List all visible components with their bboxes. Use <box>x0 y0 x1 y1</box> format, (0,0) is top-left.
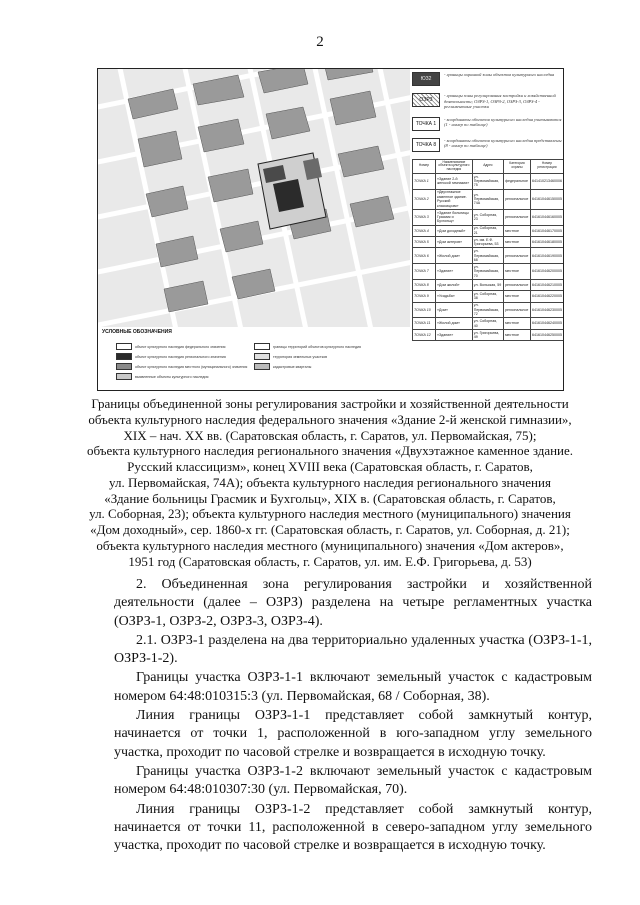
table-cell: «Усадьба» <box>436 291 473 302</box>
table-cell: «Здание больницы Грасмик и Бухгольц» <box>436 209 473 225</box>
table-row <box>413 209 564 225</box>
table-cell: федеральное <box>504 173 531 189</box>
table-header-cell: Адрес <box>472 159 503 173</box>
legend-item <box>412 138 564 152</box>
table-cell: «Жилой дом» <box>436 248 473 264</box>
table-cell: 641610446200005 <box>530 264 563 280</box>
bottom-legend-item <box>116 363 247 370</box>
body-paragraph: Линия границы ОЗРЗ-1-2 представляет собой замкнутый контур, начинается от точки 11, расположенной в северо-западном углу земельного участка, проходит по часовой стрелке и возвращается в исходную точку. <box>114 801 592 854</box>
table-cell: «Здание» <box>436 329 473 340</box>
caption-line: 1951 год (Саратовская область, г. Саратов, ул. им. Е.Ф. Григорьева, д. 53) <box>128 553 532 569</box>
table-cell: ул. Первомайская, 74А <box>472 189 503 209</box>
legend-text: - границы зоны регулирования застройки и хозяйственной деятельности; ОЗРЗ-1, ОЗРЗ-2, ОЗРЗ-3, ОЗРЗ-4 - регламентные участки <box>444 93 556 110</box>
table-cell: «Дом доходный» <box>436 225 473 236</box>
table-cell: 641610446190005 <box>530 248 563 264</box>
body-paragraph: Границы участка ОЗРЗ-1-1 включают земельный участок с кадастровым номером 64:48:010315:3 (ул. Первомайская, 68 / Соборная, 38). <box>114 670 592 704</box>
table-cell: 641410213460006 <box>530 173 563 189</box>
table-cell: ТОЧКА 9 <box>413 291 436 302</box>
table-cell: «Двухэтажное каменное здание. Русский классицизм» <box>436 189 473 209</box>
table-cell: ул. Первомайская, 68 <box>472 248 503 264</box>
table-cell: ул. Первомайская, 72 <box>472 302 503 318</box>
legend-text: - координаты объектов культурного наследия учитываются (1 - номер по таблице) <box>444 116 562 128</box>
map-side-panel <box>412 72 564 341</box>
table-cell: ТОЧКА 5 <box>413 237 436 248</box>
legend-swatch: ТОЧКА 1 <box>412 117 440 131</box>
bottom-legend-swatch <box>116 363 132 370</box>
legend-swatch: ЮЗ2 <box>412 72 440 86</box>
caption-line: ул. Первомайская, 74А); объекта культурного наследия регионального значения <box>109 474 551 490</box>
table-body <box>413 173 564 341</box>
bottom-legend-text: территория земельных участков <box>273 354 328 359</box>
table-row <box>413 225 564 236</box>
table-cell: ТОЧКА 6 <box>413 248 436 264</box>
table-cell: ТОЧКА 12 <box>413 329 436 340</box>
table-cell: «Здание» <box>436 264 473 280</box>
table-cell: ул. Соборная, 21 <box>472 225 503 236</box>
legend-item <box>412 93 564 110</box>
caption-line: XIX – нач. XX вв. (Саратовская область, г. Саратов, ул. Первомайская, 75); <box>123 427 537 443</box>
body-text <box>114 576 592 855</box>
legend-swatch: ОЗРЗ <box>412 93 440 107</box>
table-cell: ТОЧКА 11 <box>413 318 436 329</box>
bottom-legend-swatch <box>116 353 132 360</box>
bottom-legend-swatch <box>254 343 270 350</box>
table-cell: ул. Соборная, 38 <box>472 291 503 302</box>
table-cell: ТОЧКА 2 <box>413 189 436 209</box>
table-row <box>413 248 564 264</box>
bottom-legend-item <box>254 353 327 360</box>
table-cell: региональное <box>504 189 531 209</box>
legend-text: - координаты объектов культурного наследия представлены (8 - номер по таблице) <box>444 137 562 149</box>
bottom-legend-item <box>254 343 361 350</box>
bottom-legend-item <box>254 363 311 370</box>
table-cell: «Жилой дом» <box>436 318 473 329</box>
bottom-legend-item <box>116 353 226 360</box>
table-cell: «Дом актеров» <box>436 237 473 248</box>
table-cell: местное <box>504 329 531 340</box>
map-legend-title: УСЛОВНЫЕ ОБОЗНАЧЕНИЯ <box>102 329 172 335</box>
table-cell: 641610446160005 <box>530 209 563 225</box>
table-cell: ул. им. Е.Ф. Григорьева, 53 <box>472 237 503 248</box>
bottom-legend-text: объект культурного наследия регионального значения <box>135 354 226 359</box>
table-row <box>413 173 564 189</box>
table-cell: 641610446250005 <box>530 329 563 340</box>
city-block-map <box>98 69 410 327</box>
table-cell: региональное <box>504 302 531 318</box>
bottom-legend-swatch <box>254 353 270 360</box>
table-row <box>413 302 564 318</box>
caption-line: объекта культурного наследия регионального значения «Двухэтажное каменное здание. <box>86 443 574 459</box>
table-cell: 641610446220005 <box>530 291 563 302</box>
bottom-legend-swatch <box>116 373 132 380</box>
table-cell: ТОЧКА 1 <box>413 173 436 189</box>
bottom-legend-swatch <box>116 343 132 350</box>
table-cell: местное <box>504 225 531 236</box>
table-cell: местное <box>504 318 531 329</box>
table-header-cell: Номер <box>413 159 436 173</box>
table-row <box>413 237 564 248</box>
table-cell: ул. Соборная, 40 <box>472 318 503 329</box>
table-cell: 641610446240005 <box>530 318 563 329</box>
table-cell: местное <box>504 291 531 302</box>
table-cell: 641610446180005 <box>530 237 563 248</box>
heritage-zone <box>258 153 326 229</box>
bottom-legend-swatch <box>254 363 270 370</box>
legend-item <box>412 117 564 131</box>
table-row <box>413 291 564 302</box>
caption-line: объекта культурного наследия местного (муниципального) значения «Дом актеров», <box>96 537 564 553</box>
table-cell: региональное <box>504 280 531 291</box>
body-paragraph: 2.1. ОЗРЗ-1 разделена на два территориально удаленных участка (ОЗРЗ-1-1, ОЗРЗ-1-2). <box>114 632 592 667</box>
caption-line: Русский классицизм», конец XVIII века (Саратовская область, г. Саратов, <box>127 459 533 474</box>
bottom-legend-text: выявленные объекты культурного наследия <box>135 374 209 379</box>
bottom-legend-text: объект культурного наследия местного (муниципального) значения <box>135 364 248 369</box>
table-cell: ТОЧКА 4 <box>413 225 436 236</box>
body-paragraph: 2. Объединенная зона регулирования застройки и хозяйственной деятельности (далее – ОЗРЗ) разделена на четыре регламентных участка (ОЗРЗ-1, ОЗРЗ-2, ОЗРЗ-3, ОЗРЗ-4). <box>114 577 592 629</box>
table-cell: ул. Соборная, 23 <box>472 209 503 225</box>
table-cell: местное <box>504 264 531 280</box>
table-cell: ул. Вольская, 59 <box>472 280 503 291</box>
caption-line: ул. Соборная, 23); объекта культурного наследия местного (муниципального) значения <box>89 506 571 522</box>
map-bottom-legend <box>102 329 412 387</box>
table-cell: 641610446230005 <box>530 302 563 318</box>
map-legend-list <box>412 72 564 152</box>
legend-item <box>412 72 564 86</box>
table-cell: ул. Первомайская, 75 <box>472 173 503 189</box>
table-cell: 641610446170005 <box>530 225 563 236</box>
table-row <box>413 329 564 340</box>
bottom-legend-text: границы территорий объектов культурного наследия <box>273 344 361 349</box>
caption-line: объекта культурного наследия федерального значения «Здание 2-й женской гимназии», <box>88 411 572 427</box>
bottom-legend-item <box>116 373 208 380</box>
table-row <box>413 189 564 209</box>
bottom-legend-text: объект культурного наследия федерального значения <box>135 344 226 349</box>
table-row <box>413 264 564 280</box>
table-cell: «Здание 2-й женской гимназии» <box>436 173 473 189</box>
table-cell: ТОЧКА 3 <box>413 209 436 225</box>
page-number: 2 <box>316 34 324 50</box>
caption-line: «Здание больницы Грасмик и Бухгольц», XIX в. (Саратовская область, г. Саратов, <box>104 490 556 506</box>
table-cell: 641610446210005 <box>530 280 563 291</box>
table-header-cell: Наименование объекта культурного наследия <box>436 159 473 173</box>
table-cell: местное <box>504 237 531 248</box>
table-cell: ТОЧКА 7 <box>413 264 436 280</box>
table-cell: региональное <box>504 209 531 225</box>
table-cell: 641610446150005 <box>530 189 563 209</box>
table-cell: «Дом жилой» <box>436 280 473 291</box>
table-cell: ул. Первомайская, 70 <box>472 264 503 280</box>
body-paragraph: Линия границы ОЗРЗ-1-1 представляет собой замкнутый контур, начинается от точки 1, расположенной в юго-западном углу земельного участка, проходит по часовой стрелке и возвращается в исходную точку. <box>114 708 592 760</box>
caption-line: «Дом доходный», сер. 1860-х гг. (Саратовская область, г. Саратов, ул. Соборная, д. 21); <box>90 522 570 537</box>
table-header-row <box>413 159 564 173</box>
table-row <box>413 318 564 329</box>
figure-caption <box>80 396 580 569</box>
table-cell: ТОЧКА 8 <box>413 280 436 291</box>
heritage-objects-table <box>412 159 564 341</box>
table-cell: ул. Григорьева, 49 <box>472 329 503 340</box>
body-paragraph: Границы участка ОЗРЗ-1-2 включают земельный участок с кадастровым номером 64:48:010307:30 (ул. Первомайская, 70). <box>114 763 592 798</box>
table-cell: региональное <box>504 248 531 264</box>
table-cell: «Дом» <box>436 302 473 318</box>
table-cell: ТОЧКА 10 <box>413 302 436 318</box>
bottom-legend-text: кадастровые кварталы <box>273 364 312 369</box>
caption-line: Границы объединенной зоны регулирования застройки и хозяйственной деятельности <box>91 396 569 411</box>
table-header-cell: Категория охраны <box>504 159 531 173</box>
table-row <box>413 280 564 291</box>
legend-text: - границы охранной зоны объектов культурного наследия <box>444 72 555 77</box>
map-figure <box>97 68 564 391</box>
legend-swatch: ТОЧКА 8 <box>412 138 440 152</box>
bottom-legend-item <box>116 343 225 350</box>
table-header-cell: Номер регистрации <box>530 159 563 173</box>
